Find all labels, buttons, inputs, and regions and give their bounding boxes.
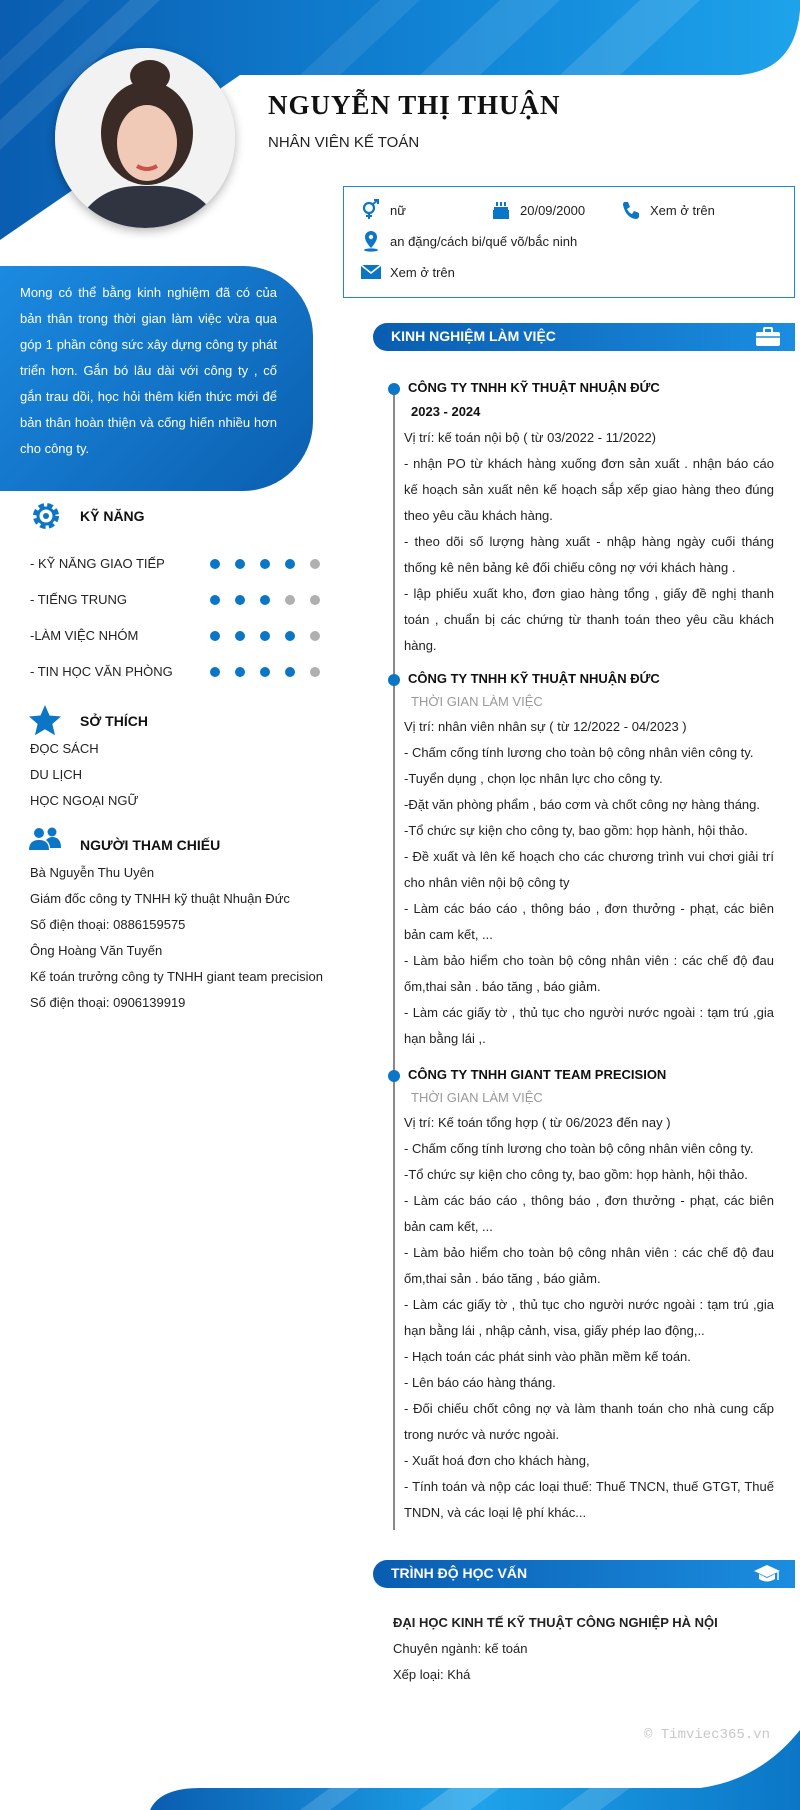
education-grade: Xếp loại: Khá xyxy=(393,1667,471,1682)
candidate-name: NGUYỄN THỊ THUẬN xyxy=(268,90,561,120)
hobbies-title: SỞ THÍCH xyxy=(80,713,148,729)
job-duty-line: - Làm các giấy tờ , thủ tục cho người nước ngoài : tạm trú ,gia hạn bằng lái ,. xyxy=(404,1005,774,1046)
hobby-item: HỌC NGOẠI NGỮ xyxy=(30,793,139,808)
contact-address xyxy=(360,230,577,252)
skill-dot-filled xyxy=(260,631,270,641)
timeline-line xyxy=(393,388,395,1530)
job-duty-line: -Đặt văn phòng phẩm , báo cơm và chốt công nợ hàng tháng. xyxy=(404,797,760,812)
timeline-dot xyxy=(388,674,400,686)
skill-dot-filled xyxy=(210,667,220,677)
job-description xyxy=(404,425,774,659)
reference-line: Số điện thoại: 0886159575 xyxy=(30,917,186,932)
job-duty-line: - Lên báo cáo hàng tháng. xyxy=(404,1375,556,1390)
job-duty-line: - Đề xuất và lên kế hoạch cho các chương trình vui chơi giải trí cho nhân viên nội bộ công ty xyxy=(404,849,774,890)
skill-dot-filled xyxy=(260,667,270,677)
timeline-dot xyxy=(388,383,400,395)
school-name: ĐẠI HỌC KINH TẾ KỸ THUẬT CÔNG NGHIỆP HÀ NỘI xyxy=(393,1615,718,1630)
reference-line: Bà Nguyễn Thu Uyên xyxy=(30,865,155,880)
reference-line: Giám đốc công ty TNHH kỹ thuật Nhuận Đức xyxy=(30,891,290,906)
contact-phone xyxy=(620,199,715,221)
gender-value: nữ xyxy=(390,202,406,218)
job-duty-line: - theo dõi số lượng hàng xuất - nhập hàng ngày cuối tháng thống kê nên bảng kê đối chiếu công nợ với khách hàng . xyxy=(404,534,774,575)
job-duty-line: - Đối chiếu chốt công nợ và làm thanh toán cho nhà cung cấp trong nước và nước ngoài. xyxy=(404,1401,774,1442)
skill-dot-filled xyxy=(235,667,245,677)
skill-name: - TIN HỌC VĂN PHÒNG xyxy=(30,664,173,679)
job-duty-line: - Làm bảo hiểm cho toàn bộ công nhân viên : các chế độ đau ốm,thai sản . báo tăng , báo giảm. xyxy=(404,953,774,994)
skill-dot-empty xyxy=(310,631,320,641)
contact-email xyxy=(360,261,455,283)
skill-dot-filled xyxy=(235,559,245,569)
briefcase-icon xyxy=(755,327,781,350)
watermark: © Timviec365.vn xyxy=(643,1727,770,1743)
job-duty-line: - Làm bảo hiểm cho toàn bộ công nhân viên : các chế độ đau ốm,thai sản . báo tăng , báo giảm. xyxy=(404,1245,774,1286)
job-duty-line: - Xuất hoá đơn cho khách hàng, xyxy=(404,1453,590,1468)
job-duty-line: - Tính toán và nộp các loại thuế: Thuế TNCN, thuế GTGT, Thuế TNDN, và các loại lệ phí khác... xyxy=(404,1479,774,1520)
footer-decoration xyxy=(0,1730,800,1810)
career-objective: Mong có thể bằng kinh nghiệm đã có của bản thân trong thời gian làm việc vừa qua góp 1 phần công sức xây dựng công ty phát triển hơn. Gắn bó lâu dài với công ty , cố gắn trau dồi, học hỏi thêm kiến thức mới để bản thân hoàn thiện và cống hiến nhiều hơn cho công ty. xyxy=(0,266,313,491)
people-icon xyxy=(28,826,62,855)
job-duty-line: - Làm các báo cáo , thông báo , đơn thưởng - phạt, các biên bản cam kết, ... xyxy=(404,901,774,942)
job-duty-line: - Làm các giấy tờ , thủ tục cho người nước ngoài : tạm trú ,gia hạn bằng lái , nhập cảnh, visa, giấy phép lao động,.. xyxy=(404,1297,774,1338)
job-duty-line: - Chấm cống tính lương cho toàn bộ công nhân viên công ty. xyxy=(404,1141,754,1156)
skill-level xyxy=(210,595,320,605)
experience-title: KINH NGHIỆM LÀM VIỆC xyxy=(391,328,556,344)
address-value: an đặng/cách bi/quế võ/bắc ninh xyxy=(390,233,578,249)
gender-icon xyxy=(360,199,382,221)
job-period: 2023 - 2024 xyxy=(411,404,481,419)
contact-gender xyxy=(360,199,406,221)
job-description xyxy=(404,1110,774,1526)
education-block xyxy=(393,1610,718,1688)
job-duty-line: -Tổ chức sự kiện cho công ty, bao gồm: họp hành, hội thảo. xyxy=(404,1167,748,1182)
hobby-item: DU LỊCH xyxy=(30,767,83,782)
email-value: Xem ở trên xyxy=(390,264,455,280)
job-duty-line: - Hạch toán các phát sinh vào phần mềm kế toán. xyxy=(404,1349,691,1364)
job-description xyxy=(404,714,774,1052)
skill-dot-filled xyxy=(260,595,270,605)
experience-banner xyxy=(373,323,795,351)
skill-name: - KỸ NĂNG GIAO TIẾP xyxy=(30,556,165,571)
references-title: NGƯỜI THAM CHIẾU xyxy=(80,837,221,853)
job-duty-line: Vị trí: kế toán nội bộ ( từ 03/2022 - 11/2022) xyxy=(404,430,657,445)
skills-title: KỸ NĂNG xyxy=(80,508,145,524)
job-duty-line: - lập phiếu xuất kho, đơn giao hàng tổng , giấy đề nghị thanh toán , chuẩn bị các chứng từ thanh toán theo yêu cầu khách hàng. xyxy=(404,586,774,653)
birthday-cake-icon xyxy=(490,199,512,221)
birthday-value: 20/09/2000 xyxy=(520,202,586,218)
job-duty-line: - Làm các báo cáo , thông báo , đơn thưởng - phạt, các biên bản cam kết, ... xyxy=(404,1193,774,1234)
skill-name: - TIẾNG TRUNG xyxy=(30,592,128,607)
company-name: CÔNG TY TNHH KỸ THUẬT NHUẬN ĐỨC xyxy=(408,380,660,395)
hobby-item: ĐỌC SÁCH xyxy=(30,741,99,756)
gear-icon xyxy=(30,500,62,535)
company-name: CÔNG TY TNHH KỸ THUẬT NHUẬN ĐỨC xyxy=(408,671,660,686)
skill-dot-filled xyxy=(260,559,270,569)
location-pin-icon xyxy=(360,230,382,252)
skill-dot-empty xyxy=(285,595,295,605)
skill-dot-filled xyxy=(235,631,245,641)
skill-level xyxy=(210,559,320,569)
skill-dot-filled xyxy=(235,595,245,605)
job-duty-line: -Tuyển dụng , chọn lọc nhân lực cho công ty. xyxy=(404,771,663,786)
skill-dot-empty xyxy=(310,559,320,569)
job-duty-line: -Tổ chức sự kiện cho công ty, bao gồm: họp hành, hội thảo. xyxy=(404,823,748,838)
job-period: THỜI GIAN LÀM VIỆC xyxy=(411,1090,543,1105)
skill-dot-empty xyxy=(310,595,320,605)
graduation-cap-icon xyxy=(753,1564,781,1587)
skill-dot-filled xyxy=(285,559,295,569)
education-major: Chuyên ngành: kế toán xyxy=(393,1641,528,1656)
skill-dot-empty xyxy=(310,667,320,677)
job-duty-line: Vị trí: Kế toán tổng hợp ( từ 06/2023 đến nay ) xyxy=(404,1115,671,1130)
job-duty-line: - Chấm cống tính lương cho toàn bộ công nhân viên công ty. xyxy=(404,745,754,760)
job-duty-line: - nhận PO từ khách hàng xuống đơn sản xuất . nhận báo cáo kế hoạch sản xuất nên kế hoạch sắp xếp giao hàng theo đúng theo yêu cầu khách hàng. xyxy=(404,456,774,523)
timeline-dot xyxy=(388,1070,400,1082)
skill-dot-filled xyxy=(210,595,220,605)
reference-line: Kế toán trưởng công ty TNHH giant team precision xyxy=(30,969,324,984)
education-banner xyxy=(373,1560,795,1588)
avatar xyxy=(55,48,235,228)
job-period: THỜI GIAN LÀM VIỆC xyxy=(411,694,543,709)
skill-dot-filled xyxy=(210,631,220,641)
skill-dot-filled xyxy=(285,667,295,677)
contact-birthday xyxy=(490,199,585,221)
phone-icon xyxy=(620,199,642,221)
skill-level xyxy=(210,667,320,677)
skill-dot-filled xyxy=(210,559,220,569)
contact-box xyxy=(343,186,795,298)
job-duty-line: Vị trí: nhân viên nhân sự ( từ 12/2022 - 04/2023 ) xyxy=(404,719,687,734)
education-title: TRÌNH ĐỘ HỌC VẤN xyxy=(391,1565,528,1581)
job-title: NHÂN VIÊN KẾ TOÁN xyxy=(268,134,420,151)
references-list xyxy=(30,860,323,1016)
skill-dot-filled xyxy=(285,631,295,641)
reference-line: Ông Hoàng Văn Tuyến xyxy=(30,943,163,958)
hobbies-list xyxy=(30,736,139,814)
phone-value: Xem ở trên xyxy=(650,202,715,218)
reference-line: Số điện thoại: 0906139919 xyxy=(30,995,186,1010)
skill-name: -LÀM VIỆC NHÓM xyxy=(30,628,139,643)
skill-level xyxy=(210,631,320,641)
company-name: CÔNG TY TNHH GIANT TEAM PRECISION xyxy=(408,1067,667,1082)
email-icon xyxy=(360,261,382,283)
